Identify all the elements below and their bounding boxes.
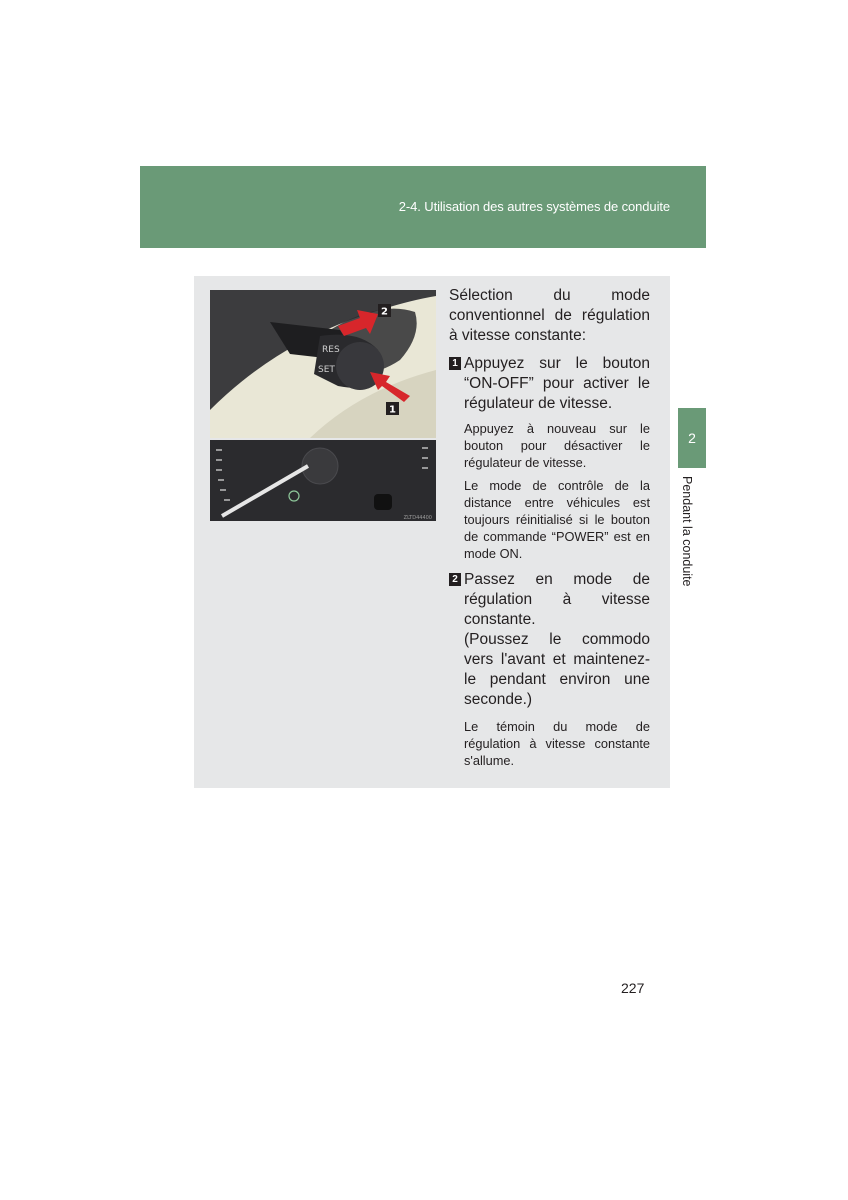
step-1-text: Appuyez sur le bouton “ON-OFF” pour activer le régulateur de vitesse. bbox=[464, 355, 650, 412]
step-2-number: 2 bbox=[449, 573, 461, 586]
step-2-note-1: Le témoin du mode de régulation à vitesse constante s'allume. bbox=[464, 719, 650, 768]
image-code: ZLTD44400 bbox=[403, 515, 432, 521]
step-2-text: Passez en mode de régulation à vitesse constante. bbox=[464, 571, 650, 628]
cruise-lever-illustration bbox=[210, 290, 436, 438]
step-1-note-1: Appuyez à nouveau sur le bouton pour désactiver le régulateur de vitesse. bbox=[464, 421, 650, 470]
chapter-number: 2 bbox=[688, 430, 696, 446]
chapter-label: Pendant la conduite bbox=[680, 476, 694, 587]
meter-illustration bbox=[210, 440, 436, 521]
intro-text: Sélection du mode conventionnel de régulation à vitesse constante: bbox=[449, 287, 650, 344]
step-2 bbox=[449, 570, 650, 710]
section-title: 2-4. Utilisation des autres systèmes de conduite bbox=[398, 199, 670, 214]
step-1-note-2: Le mode de contrôle de la distance entre véhicules est toujours réinitialisé si le bouton de commande “POWER” est en mode ON. bbox=[464, 478, 650, 561]
chapter-tab[interactable] bbox=[678, 408, 706, 468]
instructions-column bbox=[449, 286, 650, 775]
step-2-subtext: (Poussez le commodo vers l'avant et maintenez-le pendant environ une seconde.) bbox=[464, 631, 650, 708]
lever-label-set: SET bbox=[318, 365, 335, 375]
header-band bbox=[140, 166, 706, 248]
lever-label-res: RES bbox=[322, 345, 340, 355]
callout-1: 1 bbox=[389, 404, 396, 416]
page-number: 227 bbox=[621, 980, 645, 996]
callout-2: 2 bbox=[381, 306, 388, 318]
step-1-number: 1 bbox=[449, 357, 461, 370]
step-1 bbox=[449, 354, 650, 414]
